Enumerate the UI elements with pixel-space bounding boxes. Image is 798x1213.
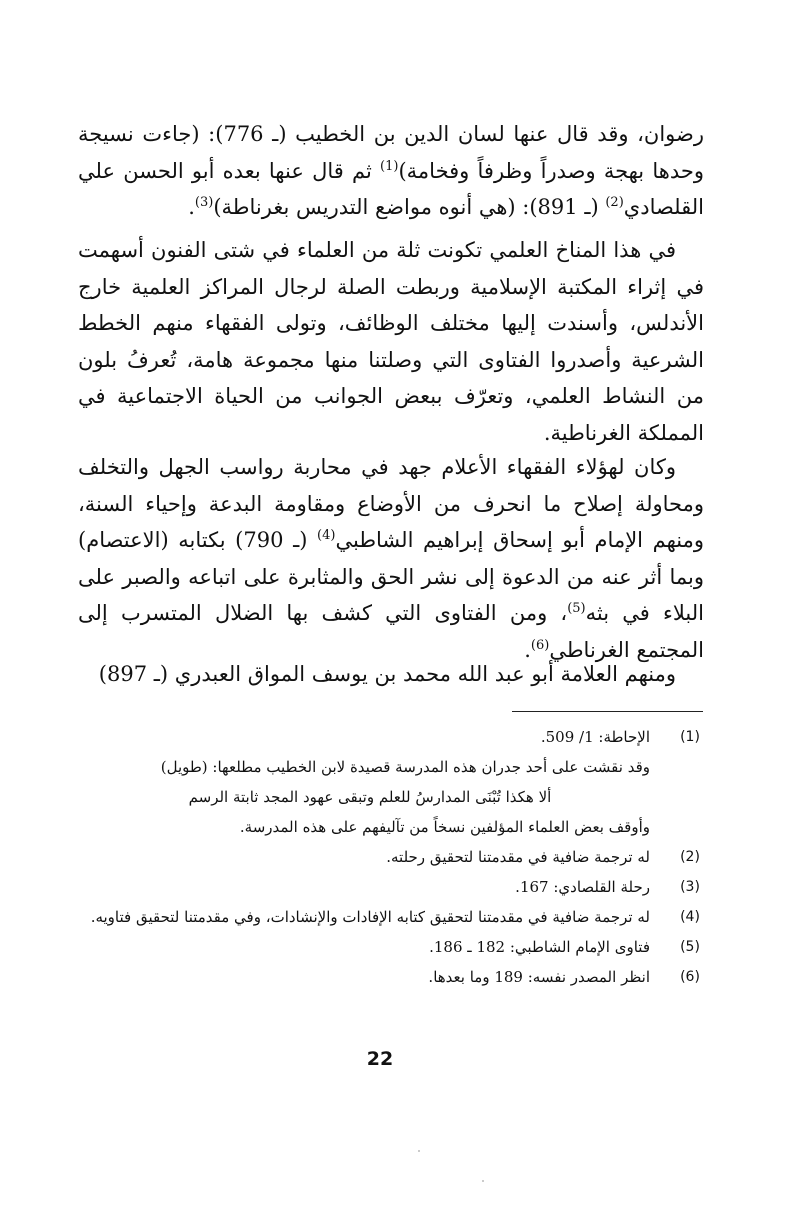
page-number: 22 <box>366 1048 394 1070</box>
footnote-ref[interactable]: (6) <box>530 637 550 653</box>
footnote-text: رحلة القلصادي: 167. <box>515 878 650 896</box>
footnote-4 <box>78 902 712 932</box>
paragraph-3 <box>78 449 704 668</box>
footnote-line: وقد نقشت على أحد جدران هذه المدرسة قصيدة لابن الخطيب مطلعها: (طويل) <box>160 758 650 776</box>
paragraph-text: . <box>188 195 195 219</box>
footnote-ref[interactable]: (5) <box>567 601 586 616</box>
footnote-separator <box>512 711 703 712</box>
footnote-ref[interactable]: (2) <box>605 195 624 210</box>
footnote-number: (5) <box>680 939 700 955</box>
paragraph-4: ومنهم العلامة أبو عبد الله محمد بن يوسف المواق العبدري (ـ 897) <box>98 662 676 686</box>
footnote-line: وأوقف بعض العلماء المؤلفين نسخاً من تآليفهم على هذه المدرسة. <box>239 818 650 836</box>
footnote-number: (6) <box>680 969 700 985</box>
footnote-ref[interactable]: (1) <box>380 158 399 174</box>
paragraph-text: وكان لهؤلاء الفقهاء الأعلام جهد في محاربة رواسب الجهل والتخلف ومحاولة إصلاح ما انحرف من الأوضاع ومقاومة البدعة وإحياء السنة، ومنهم الإمام أبو إسحاق إبراهيم الشاطبي <box>78 455 704 552</box>
footnote-1 <box>78 722 712 842</box>
paragraph-1 <box>78 116 704 226</box>
footnote-ref[interactable]: (4) <box>317 528 336 543</box>
footnote-number: (4) <box>680 909 700 925</box>
footnote-3 <box>78 872 712 902</box>
paragraph-text: رضوان، وقد قال عنها لسان الدين بن الخطيب (ـ 776): (جاءت نسيجة وحدها بهجة وصدراً وظرفاً وفخامة) <box>78 122 704 183</box>
footnote-line: الإحاطة: 1/ 509. <box>540 728 650 746</box>
paragraph-text: (ـ 891): (هي أنوه مواضع التدريس بغرناطة) <box>213 195 606 219</box>
footnote-6 <box>78 962 712 992</box>
footnotes <box>78 722 712 992</box>
footnote-5 <box>78 932 712 962</box>
paragraph-2: في هذا المناخ العلمي تكونت ثلة من العلماء في شتى الفنون أسهمت في إثراء المكتبة الإسلامية وربطت الصلة لرجال المراكز العلمية خارج الأندلس، وأسندت إليها مختلف الوظائف، وتولى الفقهاء منهم الخطط الشرعية وأصدروا الفتاوى التي وصلتنا منها مجموعة هامة، تُعرفُ بلون من النشاط العلمي، وتعرّف ببعض الجوانب من الحياة الاجتماعية في المملكة الغرناطية. <box>78 238 704 445</box>
scan-speck <box>418 1150 420 1152</box>
footnote-number: (1) <box>680 729 700 745</box>
footnote-text: انظر المصدر نفسه: 189 وما بعدها. <box>428 968 650 986</box>
poem-verse: ألا هكذا تُبْنَى المدارسُ للعلم وتبقى عهود المجد ثابتة الرسم <box>188 788 552 806</box>
footnote-number: (2) <box>680 849 700 865</box>
footnote-text: فتاوى الإمام الشاطبي: 182 ـ 186. <box>429 938 650 956</box>
footnote-ref[interactable]: (3) <box>194 195 214 210</box>
footnote-2 <box>78 842 712 872</box>
paragraph-text: (ـ 790) بكتابه (الاعتصام) وبما أثر عنه من الدعوة إلى نشر الحق والمثابرة على اتباعه والصبر على البلاء في بثه <box>78 528 704 625</box>
footnote-number: (3) <box>680 879 700 895</box>
paragraph-text: ثم قال عنها بعده أبو الحسن علي القلصادي <box>78 158 704 219</box>
footnote-text: له ترجمة ضافية في مقدمتنا لتحقيق رحلته. <box>386 848 650 866</box>
footnote-text: له ترجمة ضافية في مقدمتنا لتحقيق كتابه الإفادات والإنشادات، وفي مقدمتنا لتحقيق فتاويه. <box>90 908 650 926</box>
paragraph-text: . <box>524 637 531 662</box>
scan-speck <box>482 1180 484 1182</box>
paragraph-text: ، ومن الفتاوى التي كشف بها الضلال المتسرب إلى المجتمع الغرناطي <box>78 601 704 662</box>
